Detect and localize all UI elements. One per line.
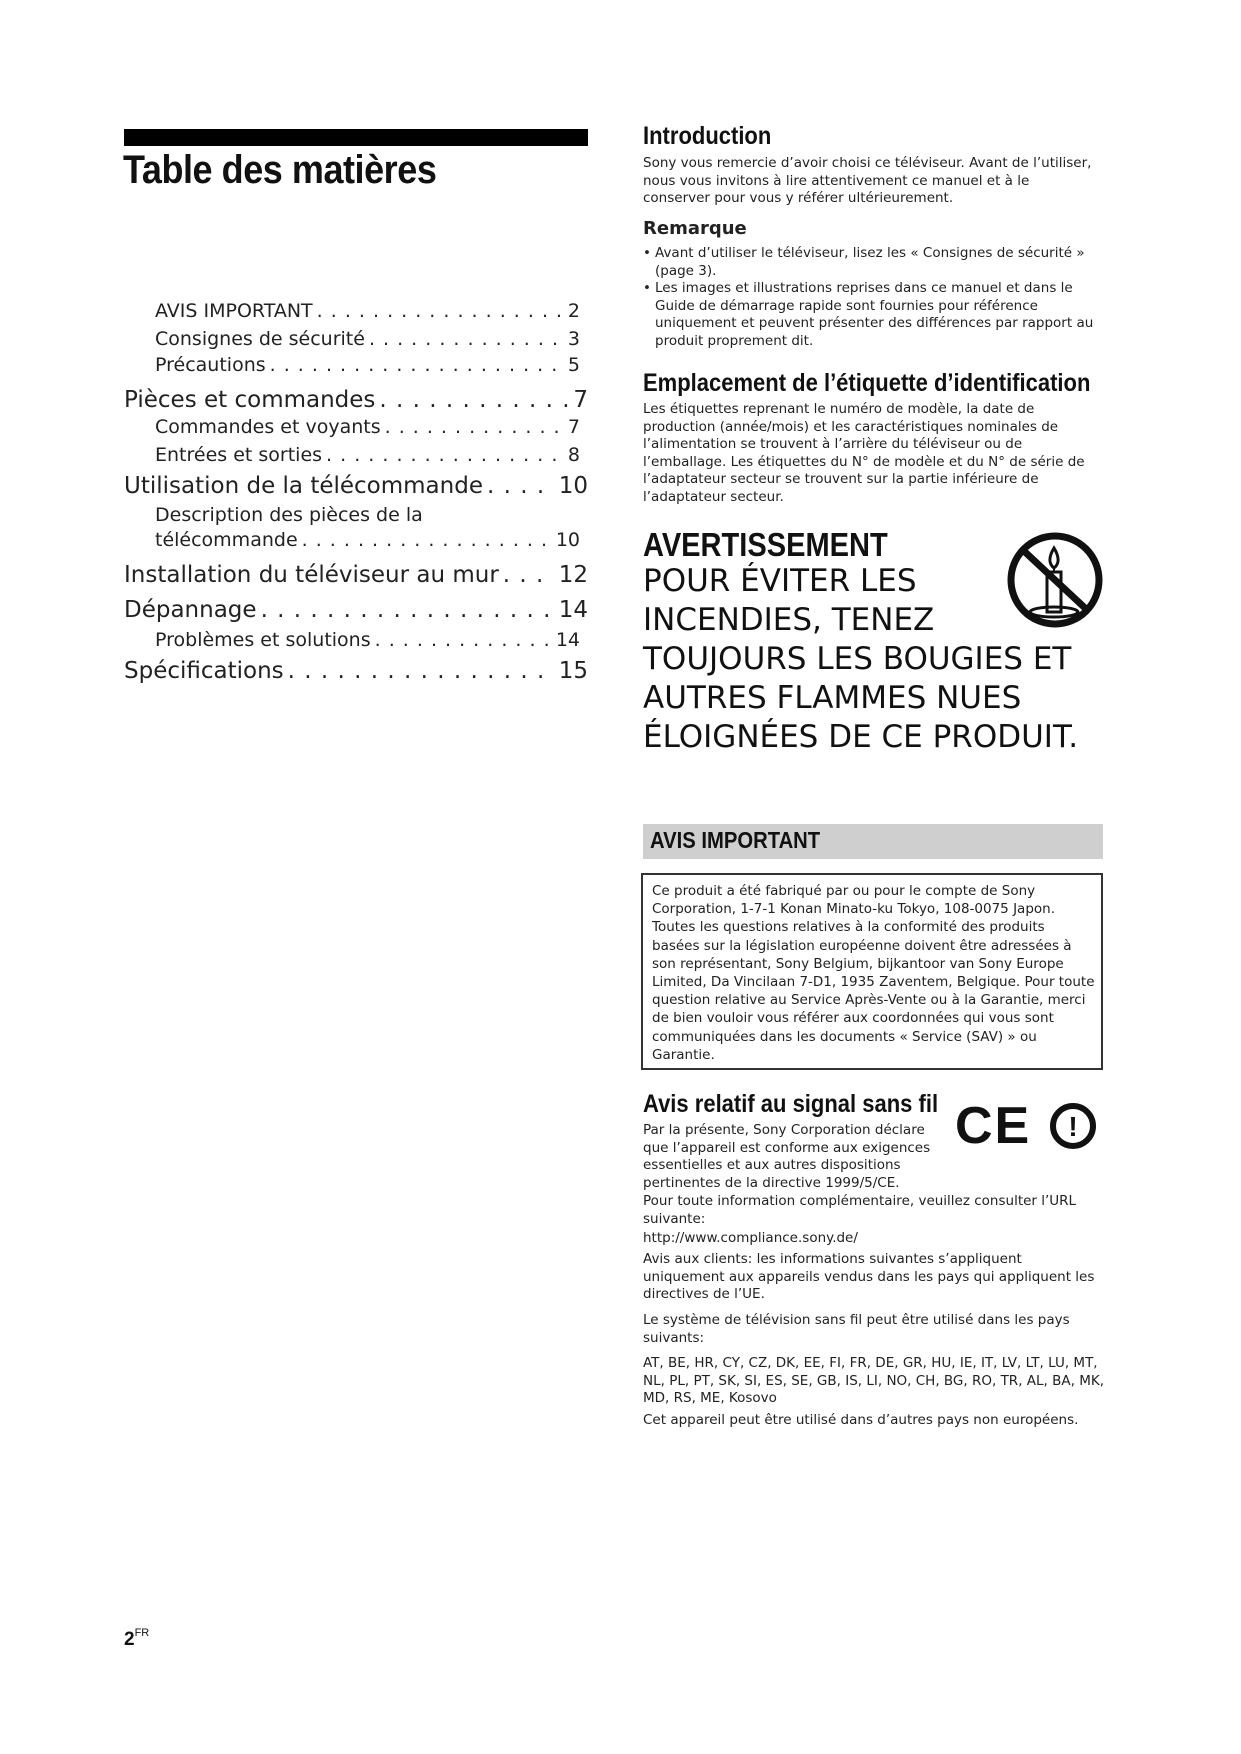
toc-title: Table des matières — [123, 148, 437, 192]
label-location-text: Les étiquettes reprenant le numéro de modèle, la date de production (année/mois) et les caractéristiques nominales de l’alimentation se trouvent à l’arrière du téléviseur ou de l’emballage. Les étiquettes du N° de modèle et du N° de série de l’adaptateur secteur se trouvent sur la partie inférieure de l’adaptateur secteur. — [643, 401, 1085, 505]
label-location-heading: Emplacement de l’étiquette d’identification — [643, 369, 1091, 397]
page-number-value: 2 — [124, 1629, 135, 1650]
toc-entry-label: Pièces et commandes — [124, 387, 376, 413]
no-candle-icon — [1005, 530, 1105, 630]
important-notice-text: Ce produit a été fabriqué par ou pour le compte de Sony Corporation, 1-7-1 Konan Minato-ku Tokyo, 108-0075 Japon. Toutes les questions relatives à la conformité des produits basées sur la législation européenne doivent être adressées à son représentant, Sony Belgium, bijkantoor van Sony Europe Limited, Da Vincilaan 7-D1, 1935 Zaventem, Belgique. Pour toute question relative au Service Après-Vente ou à la Garantie, merci de bien vouloir vous référer aux coordonnées qui vous sont communiquées dans les documents « Service (SAV) » ou Garantie. — [652, 883, 1095, 1063]
toc-entry-precautions[interactable] — [155, 354, 580, 376]
toc-entry-label: Installation du téléviseur au mur — [124, 562, 499, 588]
toc-entry-label: AVIS IMPORTANT — [155, 300, 313, 322]
toc-entry-page: 7 — [567, 416, 580, 438]
toc-leader — [503, 562, 555, 588]
wireless-countries-list: AT, BE, HR, CY, CZ, DK, EE, FI, FR, DE, GR, HU, IE, IT, LV, LT, LU, MT, NL, PL, PT, SK, SI, ES, SE, GB, IS, LI, NO, CH, BG, RO, TR, AL, BA, MK, MD, RS, ME, Kosovo — [643, 1355, 1104, 1406]
toc-entry-label: Consignes de sécurité — [155, 328, 365, 350]
toc-entry-commandes-voyants[interactable] — [155, 416, 580, 438]
toc-entry-page: 2 — [567, 300, 580, 322]
toc-entry-page: 14 — [558, 597, 588, 623]
alert-circle-icon — [1049, 1102, 1097, 1150]
toc-entry-label: Spécifications — [124, 658, 284, 684]
toc-entry-page: 14 — [555, 629, 580, 651]
wireless-non-eu: Cet appareil peut être utilisé dans d’autres pays non européens. — [643, 1412, 1079, 1428]
toc-entry-telecommande[interactable] — [124, 473, 588, 499]
warning-line: AUTRES FLAMMES NUES — [643, 680, 1022, 716]
remark-item: • Avant d’utiliser le téléviseur, lisez les « Consignes de sécurité » (page 3). — [643, 245, 1108, 280]
toc-leader — [369, 328, 560, 350]
warning-line: ÉLOIGNÉES DE CE PRODUIT. — [643, 719, 1079, 755]
toc-entry-problemes-solutions[interactable] — [155, 629, 580, 651]
toc-leader — [270, 354, 560, 376]
toc-entry-depannage[interactable] — [124, 597, 588, 623]
toc-leader — [261, 597, 555, 623]
toc-entry-page: 8 — [567, 444, 580, 466]
toc-entry-entrees-sorties[interactable] — [155, 444, 580, 466]
toc-entry-label: Dépannage — [124, 597, 257, 623]
introduction-text: Sony vous remercie d’avoir choisi ce téléviseur. Avant de l’utiliser, nous vous invitons à lire attentivement ce manuel et à le conserver pour vous y référer ultérieurement. — [643, 155, 1092, 206]
important-notice-box — [641, 873, 1103, 1070]
toc-entry-label: Entrées et sorties — [155, 444, 323, 466]
toc-leader — [385, 416, 560, 438]
alert-mark: ! — [1068, 1111, 1078, 1142]
page-number — [124, 1629, 149, 1651]
toc-leader — [326, 444, 560, 466]
toc-entry-label: Commandes et voyants — [155, 416, 381, 438]
wireless-countries-intro: Le système de télévision sans fil peut être utilisé dans les pays suivants: — [643, 1312, 1070, 1346]
toc-entry-label: Précautions — [155, 354, 266, 376]
toc-leader — [379, 387, 568, 413]
toc-leader — [487, 473, 555, 499]
important-notice-heading-band — [643, 824, 1103, 859]
toc-leader — [317, 300, 560, 322]
introduction-heading: Introduction — [643, 122, 772, 150]
toc-entry-installation-mur[interactable] — [124, 562, 588, 588]
remark-list — [643, 245, 1108, 350]
toc-entry-description-pieces-line2[interactable] — [155, 529, 580, 551]
page-language: FR — [134, 1627, 150, 1639]
toc-entry-page: 10 — [555, 529, 580, 551]
toc-entry-avis-important[interactable] — [155, 300, 580, 322]
toc-entry-page: 12 — [558, 562, 588, 588]
toc-entry-description-pieces-line1[interactable] — [155, 504, 580, 526]
wireless-more-info: Pour toute information complémentaire, veuillez consulter l’URL suivante: — [643, 1193, 1077, 1227]
toc-entry-page: 5 — [567, 354, 580, 376]
warning-heading: AVERTISSEMENT — [643, 526, 888, 563]
toc-leader — [375, 629, 552, 651]
toc-entry-label: télécommande — [155, 529, 298, 551]
warning-text — [643, 562, 1223, 757]
compliance-marks — [955, 1097, 1085, 1155]
ce-mark: CE — [955, 1097, 1032, 1155]
warning-line: POUR ÉVITER LES — [643, 563, 917, 599]
wireless-heading: Avis relatif au signal sans fil — [643, 1090, 939, 1118]
toc-entry-page: 15 — [558, 658, 588, 684]
wireless-declaration: Par la présente, Sony Corporation déclare que l’appareil est conforme aux exigences essentielles et aux autres dispositions pertinentes de la directive 1999/5/CE. — [643, 1122, 931, 1191]
toc-entry-page: 3 — [567, 328, 580, 350]
toc-entry-label: Problèmes et solutions — [155, 629, 371, 651]
toc-entry-label: Utilisation de la télécommande — [124, 473, 483, 499]
toc-entry-label: Description des pièces de la — [155, 504, 423, 526]
toc-entry-page: 7 — [573, 387, 588, 413]
toc-entry-consignes-securite[interactable] — [155, 328, 580, 350]
warning-line: TOUJOURS LES BOUGIES ET — [643, 641, 1072, 677]
toc-leader — [302, 529, 552, 551]
toc-title-bar — [124, 129, 588, 146]
compliance-url-link[interactable]: http://www.compliance.sony.de/ — [643, 1230, 858, 1246]
remark-item: • Les images et illustrations reprises dans ce manuel et dans le Guide de démarrage rapide sont fournies pour référence uniquement et peuvent présenter des différences par rapport au produit proprement dit. — [643, 280, 1108, 350]
toc-entry-page: 10 — [558, 473, 588, 499]
toc-entry-pieces-commandes[interactable] — [124, 387, 588, 413]
toc-leader — [288, 658, 555, 684]
remark-heading: Remarque — [643, 218, 747, 239]
important-notice-heading: AVIS IMPORTANT — [650, 827, 821, 853]
wireless-clients-notice: Avis aux clients: les informations suivantes s’appliquent uniquement aux appareils vendus dans les pays qui appliquent les directives de l’UE. — [643, 1251, 1095, 1302]
warning-line: INCENDIES, TENEZ — [643, 602, 935, 638]
toc-entry-specifications[interactable] — [124, 658, 588, 684]
